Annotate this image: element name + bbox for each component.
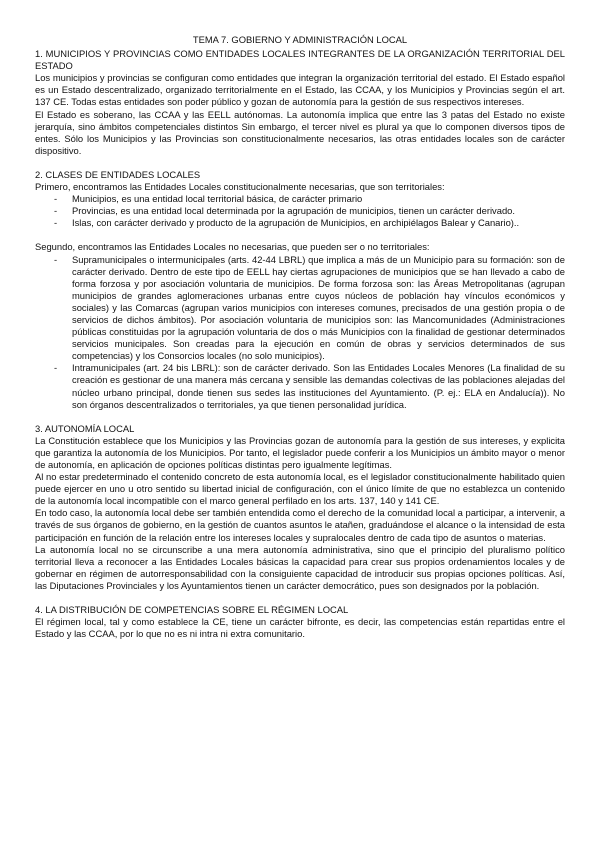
list-item: - Supramunicipales o intermunicipales (arts. 42-44 LBRL) que implica a más de un Municipio para su formación: son de carácter derivado. Dentro de este tipo de EELL hay ciertas agrupaciones de municipios que se han llevado a cabo de forma forzosa y por asociación voluntaria de municipios. De forma forzosa son: las Áreas Metropolitanas (agrupan municipios de grandes aglomeraciones urbanas entre cuyos núcleos de población hay vínculos económicos y sociales) y las Comarcas (agrupan varios municipios con intereses comunes, precisados de una gestión propia o de servicios de dichos ámbitos). Por asociación voluntaria de municipios son: las Mancomunidades (Administraciones públicas constituidas por la agrupación voluntaria de dos o más Municipios con la finalidad de gestionar determinados servicios municipales. Son creadas para la ejecución en común de obras y servicios determinados de sus competencias) y los Consorcios locales (no solo municipios). — [35, 254, 565, 363]
list-item: - Intramunicipales (art. 24 bis LBRL): son de carácter derivado. Son las Entidades Locales Menores (La finalidad de su creación es gestionar de una manera más cercana y sensible las demandas colectivas de las poblaciones alejadas del núcleo urbano principal, donde tienen sus sedes las instituciones del Ayuntamiento. (P. ej.: ELA en Andalucía)). No son órganos descentralizados o territoriales, ya que tienen personalidad jurídica. — [35, 362, 565, 410]
section-1-heading: 1. MUNICIPIOS Y PROVINCIAS COMO ENTIDADES LOCALES INTEGRANTES DE LA ORGANIZACIÓN TERRITORIAL DEL ESTADO — [35, 48, 565, 72]
list-item: - Provincias, es una entidad local determinada por la agrupación de municipios, tienen un carácter derivado. — [35, 205, 565, 217]
list-item: - Islas, con carácter derivado y producto de la agrupación de Municipios, en archipiélagos Balear y Canario).. — [35, 217, 565, 229]
section-3-paragraph-3: En todo caso, la autonomía local debe ser también entendida como el derecho de la comunidad local a participar, a intervenir, a través de sus órganos de gobierno, en la gestión de cuantos asuntos le atañen, graduándose el alcance o la intensidad de esta participación en función de la relación entre los intereses locales y supralocales dentro de cada tipo de asuntos o materias. — [35, 507, 566, 543]
section-3-paragraph-1: La Constitución establece que los Municipios y las Provincias gozan de autonomía para la gestión de sus intereses, y explicita que garantiza la autonomía de los Municipios. Por tanto, el legislador puede conferir a los Municipios un ámbito mayor o menor de autonomía, en aplicación de opciones políticas distintas pero igualmente legítimas. — [35, 434, 565, 470]
section-3-paragraph-2: Al no estar predeterminado el contenido concreto de esta autonomía local, es el legislador constitucionalmente habilitado quien puede ejercer en uno u otro sentido su libertad inicial de configuración, con el único límite de que no establezca un contenido de la autonomía local incompatible con el marco general perfilado en los arts. 137, 140 y 141 CE. — [35, 471, 565, 507]
section-2-intro-2: Segundo, encontramos las Entidades Locales no necesarias, que pueden ser o no territoriales: — [35, 241, 430, 253]
section-4-paragraph-1: El régimen local, tal y como establece la CE, tiene un carácter bifronte, es decir, las competencias están repartidas entre el Estado y las CCAA, por lo que no es ni intra ni extra comunitario. — [35, 616, 565, 640]
section-3-heading: 3. AUTONOMÍA LOCAL — [35, 422, 135, 434]
non-necessary-entities-list — [35, 254, 565, 411]
section-1-paragraph-1: Los municipios y provincias se configuran como entidades que integran la organización territorial del estado. El Estado español es un Estado descentralizado, organizado territorialmente en el Estado, las CCAA, y los Municipios y Provincias según el art. 137 CE. Todas estas entidades son poder público y gozan de autonomía para la gestión de sus respectivos intereses. — [35, 72, 565, 108]
section-1-paragraph-2: El Estado es soberano, las CCAA y las EELL autónomas. La autonomía implica que entre las 3 patas del Estado no existe jerarquía, sino ámbitos competenciales distintos Sin embargo, el tercer nivel es plural ya que lo componen diversos tipos de entes. Sólo los Municipios y las Provincias son constitucionalmente necesarios, las otras entidades locales son de carácter dispositivo. — [35, 108, 565, 156]
document-title: TEMA 7. GOBIERNO Y ADMINISTRACIÓN LOCAL — [192, 34, 408, 45]
section-4-heading: 4. LA DISTRIBUCIÓN DE COMPETENCIAS SOBRE EL RÉGIMEN LOCAL — [35, 604, 349, 616]
section-2-heading: 2. CLASES DE ENTIDADES LOCALES — [35, 168, 201, 180]
section-3-paragraph-4: La autonomía local no se circunscribe a una mera autonomía administrativa, sino que el principio del pluralismo político territorial lleva a reconocer a las Entidades Locales básicas la capacidad para crear sus propios ordenamientos locales y de gobernar en régimen de autorresponsabilidad con la consiguiente capacidad de introducir sus propias opciones políticas. Así, las Diputaciones Provinciales y los Ayuntamientos tienen un carácter democrático, pues son designados por la población. — [35, 543, 565, 591]
list-item: - Municipios, es una entidad local territorial básica, de carácter primario — [35, 193, 565, 205]
section-2-intro: Primero, encontramos las Entidades Locales constitucionalmente necesarias, que son territoriales: — [35, 181, 445, 193]
necessary-entities-list — [35, 193, 565, 229]
